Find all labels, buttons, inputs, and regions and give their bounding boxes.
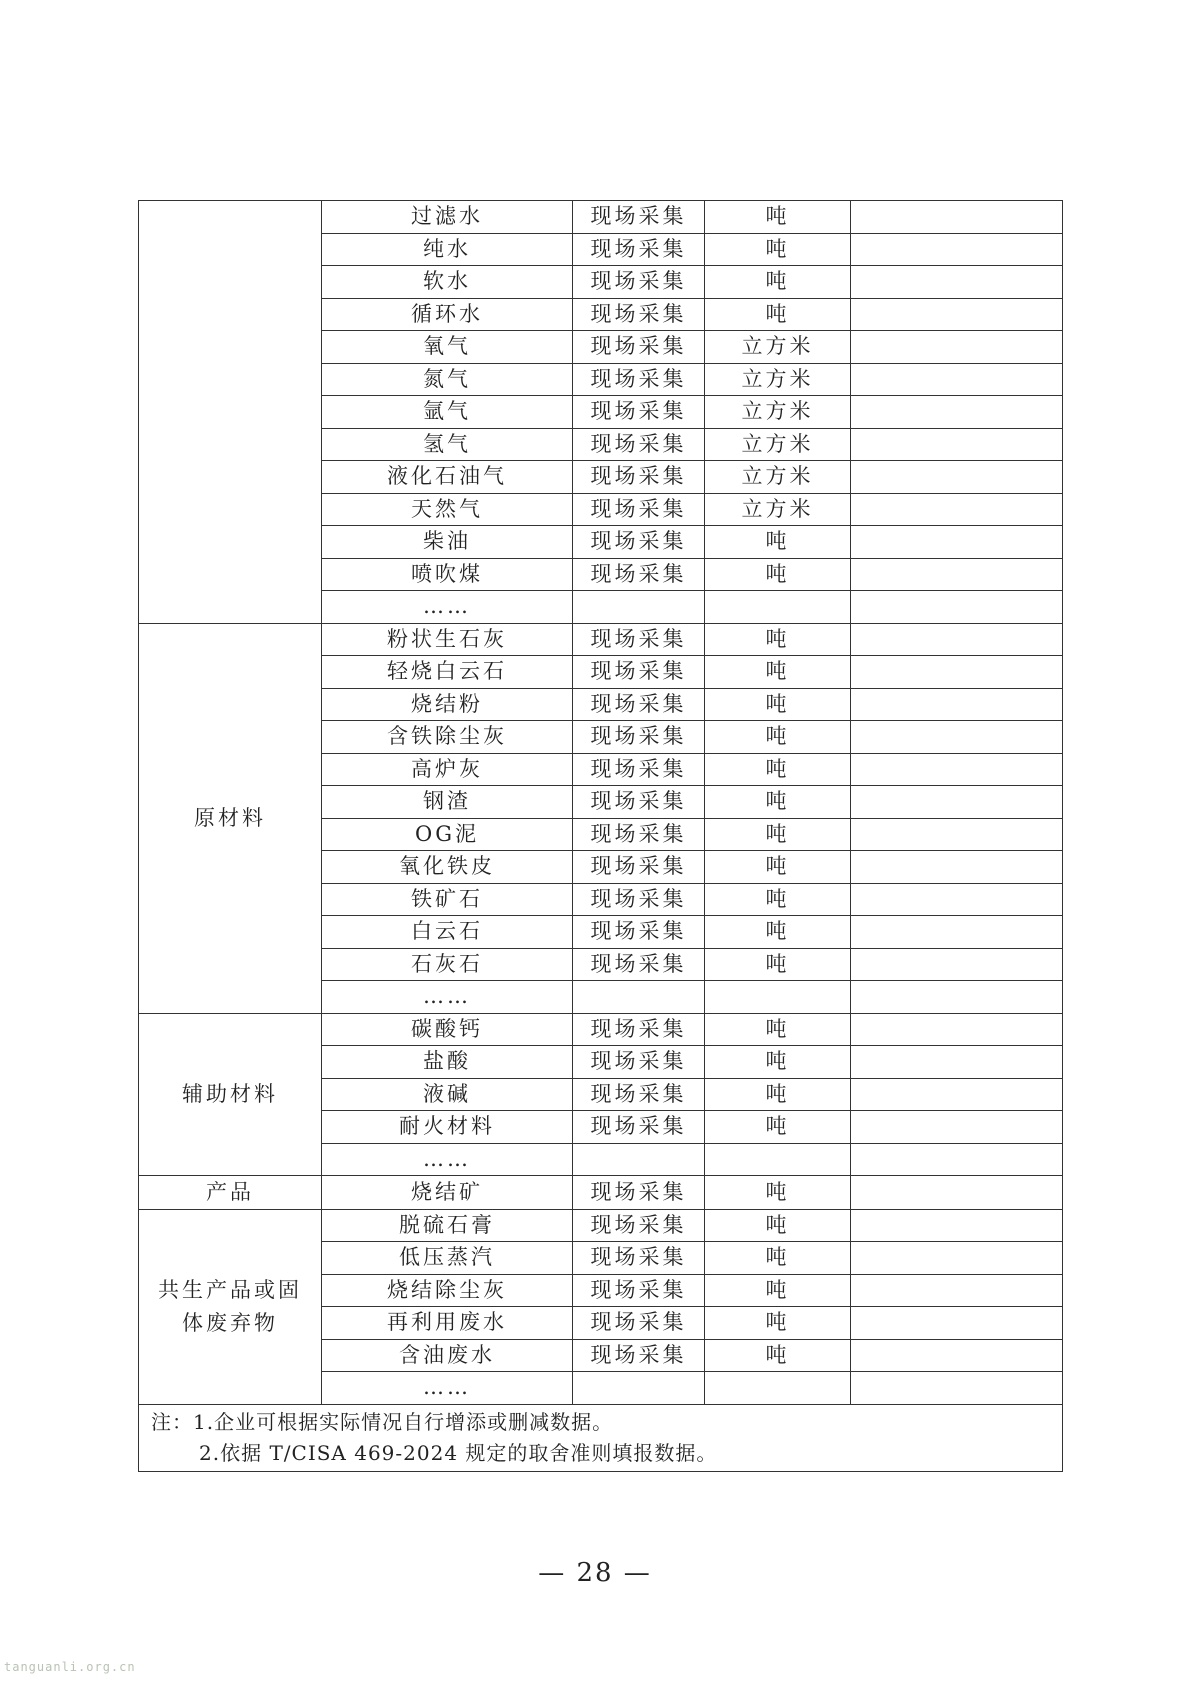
remark-cell (851, 591, 1063, 624)
source-cell: 现场采集 (573, 818, 705, 851)
remark-cell (851, 753, 1063, 786)
remark-cell (851, 363, 1063, 396)
remark-cell (851, 916, 1063, 949)
source-cell: 现场采集 (573, 851, 705, 884)
source-cell: 现场采集 (573, 526, 705, 559)
source-cell (573, 981, 705, 1014)
unit-cell: 吨 (705, 623, 851, 656)
category-cell (139, 201, 322, 624)
remark-cell (851, 266, 1063, 299)
item-cell: 烧结除尘灰 (322, 1274, 573, 1307)
notes-cell (139, 1404, 1063, 1471)
unit-cell: 吨 (705, 753, 851, 786)
item-cell: 烧结粉 (322, 688, 573, 721)
source-cell: 现场采集 (573, 428, 705, 461)
unit-cell: 立方米 (705, 331, 851, 364)
remark-cell (851, 1209, 1063, 1242)
remark-cell (851, 656, 1063, 689)
remark-cell (851, 948, 1063, 981)
source-cell: 现场采集 (573, 558, 705, 591)
remark-cell (851, 201, 1063, 234)
unit-cell: 吨 (705, 558, 851, 591)
table-row (139, 201, 1063, 234)
source-cell: 现场采集 (573, 1307, 705, 1340)
remark-cell (851, 1339, 1063, 1372)
category-cell: 产品 (139, 1176, 322, 1210)
page-number: — 28 — (538, 1558, 652, 1588)
remark-cell (851, 526, 1063, 559)
unit-cell: 吨 (705, 688, 851, 721)
unit-cell: 立方米 (705, 428, 851, 461)
item-cell: OG泥 (322, 818, 573, 851)
item-cell: …… (322, 591, 573, 624)
item-cell: 脱硫石膏 (322, 1209, 573, 1242)
unit-cell (705, 591, 851, 624)
unit-cell: 吨 (705, 818, 851, 851)
remark-cell (851, 786, 1063, 819)
unit-cell: 吨 (705, 1242, 851, 1275)
item-cell: 高炉灰 (322, 753, 573, 786)
source-cell: 现场采集 (573, 331, 705, 364)
remark-cell (851, 981, 1063, 1014)
item-cell: 天然气 (322, 493, 573, 526)
unit-cell: 吨 (705, 916, 851, 949)
table-row (139, 1176, 1063, 1210)
item-cell: 软水 (322, 266, 573, 299)
item-cell: 喷吹煤 (322, 558, 573, 591)
remark-cell (851, 461, 1063, 494)
item-cell: 氧气 (322, 331, 573, 364)
remark-cell (851, 331, 1063, 364)
unit-cell: 吨 (705, 1078, 851, 1111)
item-cell: 氩气 (322, 396, 573, 429)
source-cell: 现场采集 (573, 916, 705, 949)
item-cell: 盐酸 (322, 1046, 573, 1079)
remark-cell (851, 1111, 1063, 1144)
item-cell: 过滤水 (322, 201, 573, 234)
remark-cell (851, 851, 1063, 884)
remark-cell (851, 1372, 1063, 1405)
item-cell: 柴油 (322, 526, 573, 559)
item-cell: 石灰石 (322, 948, 573, 981)
source-cell: 现场采集 (573, 1111, 705, 1144)
item-cell: 氧化铁皮 (322, 851, 573, 884)
item-cell: 液化石油气 (322, 461, 573, 494)
unit-cell: 吨 (705, 1111, 851, 1144)
remark-cell (851, 1046, 1063, 1079)
item-cell: 再利用废水 (322, 1307, 573, 1340)
source-cell (573, 1143, 705, 1176)
remark-cell (851, 1274, 1063, 1307)
source-cell: 现场采集 (573, 1046, 705, 1079)
remark-cell (851, 623, 1063, 656)
item-cell: …… (322, 1143, 573, 1176)
table-row (139, 1209, 1063, 1242)
item-cell: 耐火材料 (322, 1111, 573, 1144)
data-table (138, 200, 1063, 1472)
unit-cell: 吨 (705, 721, 851, 754)
unit-cell: 立方米 (705, 461, 851, 494)
item-cell: 烧结矿 (322, 1176, 573, 1210)
item-cell: …… (322, 981, 573, 1014)
notes-row (139, 1404, 1063, 1471)
unit-cell: 吨 (705, 233, 851, 266)
item-cell: 纯水 (322, 233, 573, 266)
source-cell: 现场采集 (573, 688, 705, 721)
remark-cell (851, 883, 1063, 916)
source-cell (573, 591, 705, 624)
unit-cell: 吨 (705, 786, 851, 819)
unit-cell: 立方米 (705, 363, 851, 396)
source-cell: 现场采集 (573, 1242, 705, 1275)
note-line-2: 2.依据 T/CISA 469-2024 规定的取舍准则填报数据。 (199, 1440, 718, 1465)
item-cell: 循环水 (322, 298, 573, 331)
source-cell: 现场采集 (573, 233, 705, 266)
unit-cell: 吨 (705, 298, 851, 331)
unit-cell: 立方米 (705, 396, 851, 429)
table-body (139, 201, 1063, 1472)
item-cell: 氢气 (322, 428, 573, 461)
remark-cell (851, 1078, 1063, 1111)
source-cell: 现场采集 (573, 363, 705, 396)
source-cell: 现场采集 (573, 656, 705, 689)
remark-cell (851, 688, 1063, 721)
unit-cell: 吨 (705, 656, 851, 689)
source-cell: 现场采集 (573, 1078, 705, 1111)
unit-cell: 吨 (705, 1339, 851, 1372)
source-cell: 现场采集 (573, 623, 705, 656)
remark-cell (851, 1242, 1063, 1275)
unit-cell: 吨 (705, 1013, 851, 1046)
table-row (139, 623, 1063, 656)
remark-cell (851, 558, 1063, 591)
source-cell: 现场采集 (573, 201, 705, 234)
category-cell: 共生产品或固体废弃物 (139, 1209, 322, 1404)
unit-cell: 吨 (705, 266, 851, 299)
unit-cell (705, 1143, 851, 1176)
unit-cell: 吨 (705, 1209, 851, 1242)
category-cell: 辅助材料 (139, 1013, 322, 1176)
source-cell: 现场采集 (573, 948, 705, 981)
unit-cell: 吨 (705, 883, 851, 916)
item-cell: 含铁除尘灰 (322, 721, 573, 754)
unit-cell (705, 981, 851, 1014)
note-line-1: 注：1.企业可根据实际情况自行增添或删减数据。 (151, 1409, 614, 1434)
source-cell: 现场采集 (573, 1339, 705, 1372)
item-cell: 含油废水 (322, 1339, 573, 1372)
remark-cell (851, 818, 1063, 851)
unit-cell: 吨 (705, 526, 851, 559)
source-cell: 现场采集 (573, 1176, 705, 1210)
unit-cell: 吨 (705, 1307, 851, 1340)
source-cell: 现场采集 (573, 786, 705, 819)
source-cell: 现场采集 (573, 461, 705, 494)
source-cell (573, 1372, 705, 1405)
unit-cell: 吨 (705, 1046, 851, 1079)
table-row (139, 1013, 1063, 1046)
remark-cell (851, 721, 1063, 754)
source-cell: 现场采集 (573, 753, 705, 786)
unit-cell (705, 1372, 851, 1405)
source-cell: 现场采集 (573, 396, 705, 429)
unit-cell: 吨 (705, 201, 851, 234)
source-cell: 现场采集 (573, 266, 705, 299)
item-cell: 液碱 (322, 1078, 573, 1111)
category-cell: 原材料 (139, 623, 322, 1013)
item-cell: 白云石 (322, 916, 573, 949)
remark-cell (851, 1176, 1063, 1210)
item-cell: …… (322, 1372, 573, 1405)
source-cell: 现场采集 (573, 1209, 705, 1242)
item-cell: 氮气 (322, 363, 573, 396)
item-cell: 铁矿石 (322, 883, 573, 916)
source-cell: 现场采集 (573, 298, 705, 331)
remark-cell (851, 233, 1063, 266)
unit-cell: 立方米 (705, 493, 851, 526)
source-cell: 现场采集 (573, 493, 705, 526)
remark-cell (851, 396, 1063, 429)
item-cell: 粉状生石灰 (322, 623, 573, 656)
source-cell: 现场采集 (573, 1274, 705, 1307)
remark-cell (851, 428, 1063, 461)
remark-cell (851, 1013, 1063, 1046)
watermark: tanguanli.org.cn (4, 1660, 136, 1674)
item-cell: 钢渣 (322, 786, 573, 819)
unit-cell: 吨 (705, 1176, 851, 1210)
source-cell: 现场采集 (573, 883, 705, 916)
unit-cell: 吨 (705, 851, 851, 884)
remark-cell (851, 1143, 1063, 1176)
remark-cell (851, 298, 1063, 331)
item-cell: 轻烧白云石 (322, 656, 573, 689)
source-cell: 现场采集 (573, 721, 705, 754)
unit-cell: 吨 (705, 1274, 851, 1307)
item-cell: 碳酸钙 (322, 1013, 573, 1046)
unit-cell: 吨 (705, 948, 851, 981)
remark-cell (851, 1307, 1063, 1340)
remark-cell (851, 493, 1063, 526)
source-cell: 现场采集 (573, 1013, 705, 1046)
item-cell: 低压蒸汽 (322, 1242, 573, 1275)
